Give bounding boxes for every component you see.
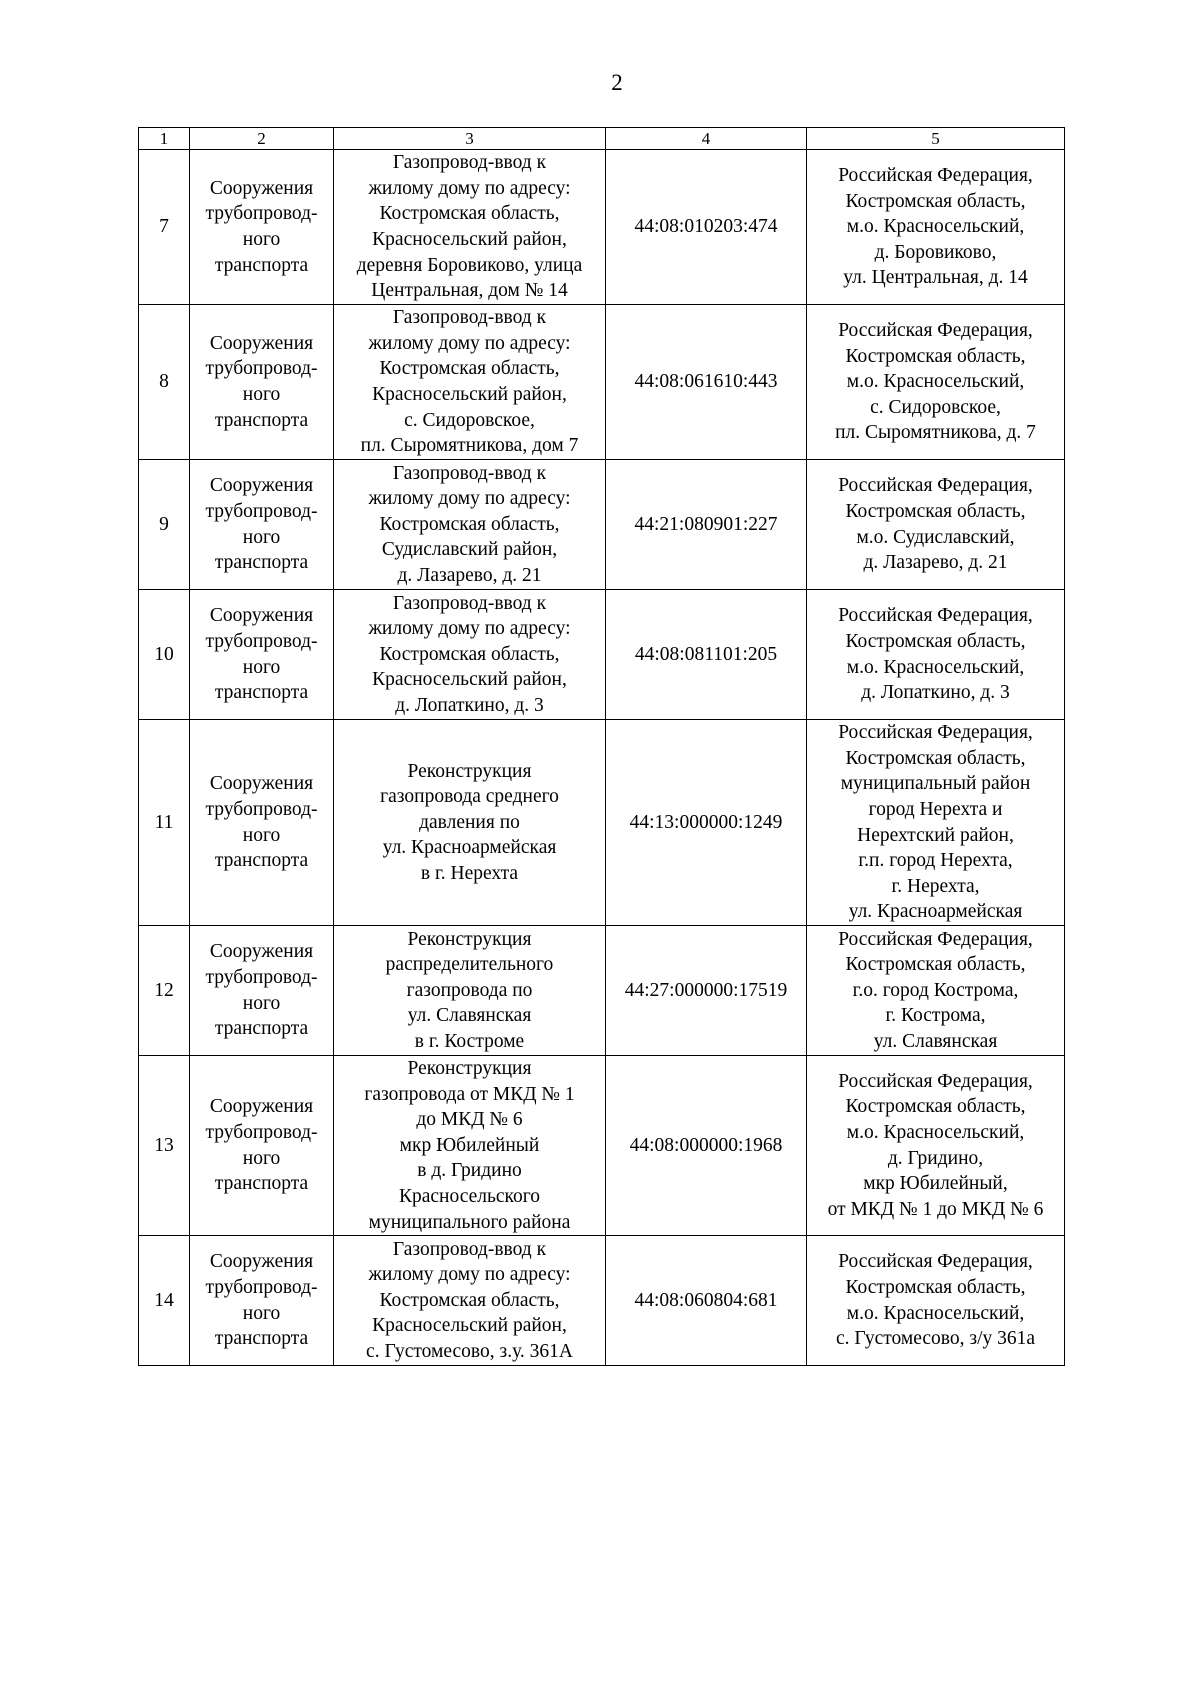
row-number: 7	[139, 150, 190, 305]
row-number: 12	[139, 926, 190, 1056]
object-name: Газопровод-ввод к жилому дому по адресу: Костромская область, Красносельский район, деревня Боровиково, улица Центральная, дом № 14	[334, 150, 606, 305]
object-address: Российская Федерация, Костромская область, г.о. город Кострома, г. Кострома, ул. Славянская	[807, 926, 1065, 1056]
object-type: Сооружения трубопровод- ного транспорта	[190, 1236, 334, 1366]
object-name: Газопровод-ввод к жилому дому по адресу: Костромская область, Красносельский район, с. Сидоровское, пл. Сыромятникова, дом 7	[334, 305, 606, 460]
object-address: Российская Федерация, Костромская область, м.о. Красносельский, д. Лопаткино, д. 3	[807, 590, 1065, 720]
object-name: Газопровод-ввод к жилому дому по адресу: Костромская область, Судиславский район, д. Лазарево, д. 21	[334, 460, 606, 590]
row-number: 11	[139, 720, 190, 926]
page-number: 2	[611, 70, 623, 95]
object-type: Сооружения трубопровод- ного транспорта	[190, 305, 334, 460]
object-type: Сооружения трубопровод- ного транспорта	[190, 460, 334, 590]
object-name: Реконструкция газопровода среднего давления по ул. Красноармейская в г. Нерехта	[334, 720, 606, 926]
object-type: Сооружения трубопровод- ного транспорта	[190, 590, 334, 720]
row-number: 9	[139, 460, 190, 590]
column-header-1: 1	[139, 128, 190, 150]
column-header-4: 4	[606, 128, 807, 150]
table-row	[139, 590, 1065, 720]
table-row	[139, 150, 1065, 305]
cadastral-number: 44:21:080901:227	[606, 460, 807, 590]
cadastral-number: 44:08:010203:474	[606, 150, 807, 305]
row-number: 10	[139, 590, 190, 720]
cadastral-number: 44:08:061610:443	[606, 305, 807, 460]
object-name: Реконструкция газопровода от МКД № 1 до МКД № 6 мкр Юбилейный в д. Гридино Красносельского муниципального района	[334, 1056, 606, 1236]
column-header-2: 2	[190, 128, 334, 150]
table-row	[139, 460, 1065, 590]
row-number: 8	[139, 305, 190, 460]
object-type: Сооружения трубопровод- ного транспорта	[190, 720, 334, 926]
column-header-3: 3	[334, 128, 606, 150]
table-row	[139, 720, 1065, 926]
table-row	[139, 1056, 1065, 1236]
cadastral-number: 44:13:000000:1249	[606, 720, 807, 926]
table-row	[139, 1236, 1065, 1366]
table-row	[139, 305, 1065, 460]
object-address: Российская Федерация, Костромская область, м.о. Красносельский, с. Густомесово, з/у 361а	[807, 1236, 1065, 1366]
cadastral-number: 44:08:060804:681	[606, 1236, 807, 1366]
object-address: Российская Федерация, Костромская область, муниципальный район город Нерехта и Нерехтский район, г.п. город Нерехта, г. Нерехта, ул. Красноармейская	[807, 720, 1065, 926]
object-address: Российская Федерация, Костромская область, м.о. Красносельский, д. Гридино, мкр Юбилейный, от МКД № 1 до МКД № 6	[807, 1056, 1065, 1236]
objects-table	[138, 127, 1065, 1366]
row-number: 13	[139, 1056, 190, 1236]
object-name: Реконструкция распределительного газопровода по ул. Славянская в г. Костроме	[334, 926, 606, 1056]
object-type: Сооружения трубопровод- ного транспорта	[190, 150, 334, 305]
row-number: 14	[139, 1236, 190, 1366]
object-address: Российская Федерация, Костромская область, м.о. Красносельский, д. Боровиково, ул. Центральная, д. 14	[807, 150, 1065, 305]
object-address: Российская Федерация, Костромская область, м.о. Красносельский, с. Сидоровское, пл. Сыромятникова, д. 7	[807, 305, 1065, 460]
object-address: Российская Федерация, Костромская область, м.о. Судиславский, д. Лазарево, д. 21	[807, 460, 1065, 590]
object-type: Сооружения трубопровод- ного транспорта	[190, 1056, 334, 1236]
cadastral-number: 44:08:081101:205	[606, 590, 807, 720]
cadastral-number: 44:27:000000:17519	[606, 926, 807, 1056]
cadastral-number: 44:08:000000:1968	[606, 1056, 807, 1236]
object-name: Газопровод-ввод к жилому дому по адресу: Костромская область, Красносельский район, с. Густомесово, з.у. 361А	[334, 1236, 606, 1366]
object-type: Сооружения трубопровод- ного транспорта	[190, 926, 334, 1056]
column-header-5: 5	[807, 128, 1065, 150]
table-header-row	[139, 128, 1065, 150]
object-name: Газопровод-ввод к жилому дому по адресу: Костромская область, Красносельский район, д. Лопаткино, д. 3	[334, 590, 606, 720]
table-row	[139, 926, 1065, 1056]
